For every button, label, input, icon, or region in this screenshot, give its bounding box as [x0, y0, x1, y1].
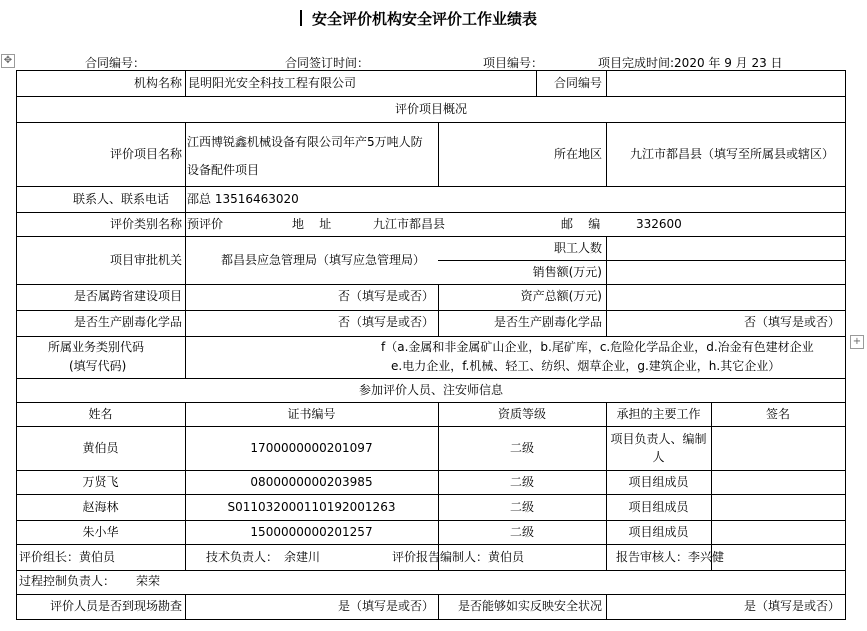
table-row-cert: 0800000000203985 [250, 475, 373, 489]
table-row-cert: 1500000000201257 [250, 525, 373, 539]
table-row-name: 万贤飞 [82, 475, 119, 489]
reviewer-text: 报告审核人：李兴健 [616, 550, 725, 564]
contact-value: 邵总 13516463020 [187, 192, 299, 206]
editor-text: 评价报告编制人：黄伯员 [392, 550, 525, 564]
col-signature: 签名 [765, 407, 790, 421]
contract-no-label: 合同编号： [85, 56, 146, 70]
title-text: 安全评价机构安全评价工作业绩表 [312, 10, 538, 28]
cross-province-label: 是否属跨省建设项目 [73, 289, 182, 303]
biz-category-label-line2: (填写代码) [69, 359, 127, 373]
project-name-label: 评价项目名称 [109, 147, 182, 161]
table-row-name: 朱小华 [82, 525, 119, 539]
project-no-label: 项目编号： [483, 56, 544, 70]
category-value: 预评价 [187, 217, 224, 231]
table-row-work-line1: 项目组成员 [628, 475, 689, 489]
process-label: 过程控制负责人： [19, 574, 116, 588]
table-border-top [16, 70, 846, 71]
add-column-icon[interactable]: + [850, 335, 864, 349]
org-name-value: 昆明阳光安全科技工程有限公司 [188, 76, 357, 90]
biz-category-label-line1: 所属业务类别代码 [48, 340, 145, 354]
toxic2-label: 是否生产剧毒化学品 [493, 315, 602, 329]
personnel-section-label: 参加评价人员、注安师信息 [358, 383, 503, 397]
performance-table [16, 70, 846, 620]
table-row-work-line1: 项目组成员 [628, 525, 689, 539]
region-value: 九江市都昌县（填写至所属县或辖区） [630, 147, 835, 161]
org-contract-no-label: 合同编号 [553, 76, 602, 90]
tech-name: 余建川 [284, 550, 321, 564]
biz-category-value-line2: e.电力企业，f.机械、轻工、纺织、烟草企业，g.建筑企业，h.其它企业） [391, 359, 781, 373]
reflect-label: 是否能够如实反映安全状况 [457, 599, 602, 613]
approval-label: 项目审批机关 [109, 253, 182, 267]
site-survey-value: 是（填写是或否） [337, 599, 434, 613]
project-name-line1: 江西博锐鑫机械设备有限公司年产5万吨人防 [187, 135, 423, 149]
tech-label: 技术负责人： [206, 550, 279, 564]
site-survey-label: 评价人员是否到现场勘查 [49, 599, 182, 613]
table-row-level: 二级 [509, 475, 534, 489]
table-border-bottom [16, 619, 846, 620]
table-row-level: 二级 [509, 500, 534, 514]
col-work: 承担的主要工作 [616, 407, 701, 421]
postcode-value: 332600 [636, 217, 682, 231]
table-row-cert: S011032000110192001263 [227, 500, 396, 514]
col-name: 姓名 [88, 407, 113, 421]
table-row-work-line1: 项目负责人、编制 [610, 432, 707, 446]
col-level: 资质等级 [497, 407, 546, 421]
contact-label: 联系人、联系电话 [72, 192, 169, 206]
contract-time-label: 合同签订时间： [285, 56, 370, 70]
table-row-name: 黄伯员 [82, 441, 119, 455]
table-border-right [845, 70, 846, 620]
table-row-level: 二级 [509, 525, 534, 539]
table-row-work-line2: 人 [652, 450, 665, 464]
sales-label: 销售额(万元) [532, 265, 602, 279]
cross-province-value: 否（填写是或否） [337, 289, 434, 303]
address-label: 地 址 [292, 217, 332, 231]
toxic-value: 否（填写是或否） [337, 315, 434, 329]
postcode-label: 邮 编 [561, 217, 601, 231]
table-row-level: 二级 [509, 441, 534, 455]
table-row-work-line1: 项目组成员 [628, 500, 689, 514]
overview-section-label: 评价项目概况 [394, 102, 467, 116]
move-handle-icon[interactable]: ✥ [1, 54, 15, 68]
project-name-line2: 设备配件项目 [187, 163, 260, 177]
toxic-label: 是否生产剧毒化学品 [73, 315, 182, 329]
org-name-label: 机构名称 [133, 76, 182, 90]
reflect-value: 是（填写是或否） [743, 599, 840, 613]
col-cert: 证书编号 [287, 407, 336, 421]
approval-value: 都昌县应急管理局（填写应急管理局） [221, 253, 426, 267]
assets-label: 资产总额(万元) [520, 289, 602, 303]
biz-category-value-line1: f（a.金属和非金属矿山企业，b.尾矿库，c.危险化学品企业，d.冶金有色建材企业 [381, 340, 814, 354]
address-value: 九江市都昌县 [373, 217, 446, 231]
table-row-name: 赵海林 [82, 500, 119, 514]
category-label: 评价类别名称 [109, 217, 182, 231]
page-title [300, 8, 537, 29]
process-name: 荣荣 [136, 574, 161, 588]
completion-time: 项目完成时间:2020 年 9 月 23 日 [598, 56, 783, 70]
table-row-cert: 1700000000201097 [250, 441, 373, 455]
toxic2-value: 否（填写是或否） [743, 315, 840, 329]
staff-label: 职工人数 [553, 241, 602, 255]
leader-text: 评价组长：黄伯员 [19, 550, 116, 564]
region-label: 所在地区 [553, 147, 602, 161]
